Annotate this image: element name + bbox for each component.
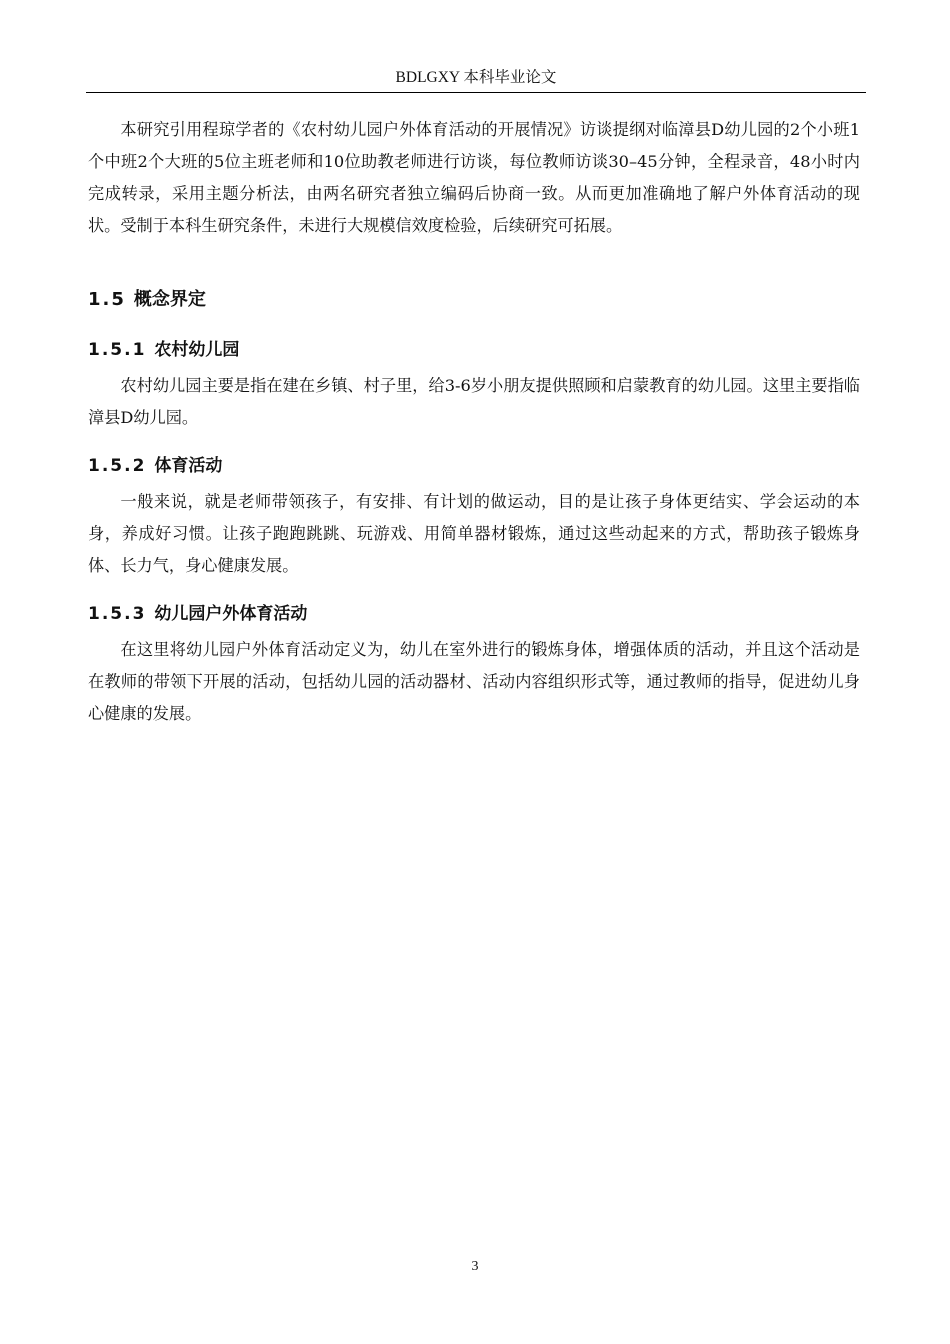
header-divider (86, 92, 866, 93)
section-number: 1.5.3 (88, 604, 147, 624)
section-number: 1.5.1 (88, 340, 147, 360)
section-heading-1-5-2 (88, 452, 860, 480)
section-heading-1-5-1 (88, 336, 860, 364)
intro-paragraph: 本研究引用程琼学者的《农村幼儿园户外体育活动的开展情况》访谈提纲对临漳县D幼儿园的2个小班1个中班2个大班的5位主班老师和10位助教老师进行访谈，每位教师访谈30–45分钟，全程录音，48小时内完成转录，采用主题分析法，由两名研究者独立编码后协商一致。从而更加准确地了解户外体育活动的现状。受制于本科生研究条件，未进行大规模信效度检验，后续研究可拓展。 (88, 120, 860, 235)
section-1-5-1-paragraph: 农村幼儿园主要是指在建在乡镇、村子里，给3-6岁小朋友提供照顾和启蒙教育的幼儿园。这里主要指临漳县D幼儿园。 (88, 376, 860, 427)
section-heading-1-5-3 (88, 600, 860, 628)
section-1-5-3-paragraph: 在这里将幼儿园户外体育活动定义为，幼儿在室外进行的锻炼身体，增强体质的活动，并且这个活动是在教师的带领下开展的活动，包括幼儿园的活动器材、活动内容组织形式等，通过教师的指导，促进幼儿身心健康的发展。 (88, 640, 860, 723)
section-title: 农村幼儿园 (154, 340, 240, 360)
section-number: 1.5 (88, 289, 126, 310)
section-title: 概念界定 (133, 289, 206, 310)
section-number: 1.5.2 (88, 456, 147, 476)
section-title: 体育活动 (154, 456, 223, 476)
running-header: BDLGXY 本科毕业论文 (395, 69, 557, 86)
page-body (88, 114, 860, 730)
section-title: 幼儿园户外体育活动 (154, 604, 308, 624)
section-heading-1-5 (88, 286, 860, 314)
section-1-5-2-paragraph: 一般来说，就是老师带领孩子，有安排、有计划的做运动，目的是让孩子身体更结实、学会运动的本身，养成好习惯。让孩子跑跑跳跳、玩游戏、用简单器材锻炼，通过这些动起来的方式，帮助孩子锻炼身体、长力气，身心健康发展。 (88, 492, 860, 575)
page-number: 3 (471, 1259, 479, 1274)
